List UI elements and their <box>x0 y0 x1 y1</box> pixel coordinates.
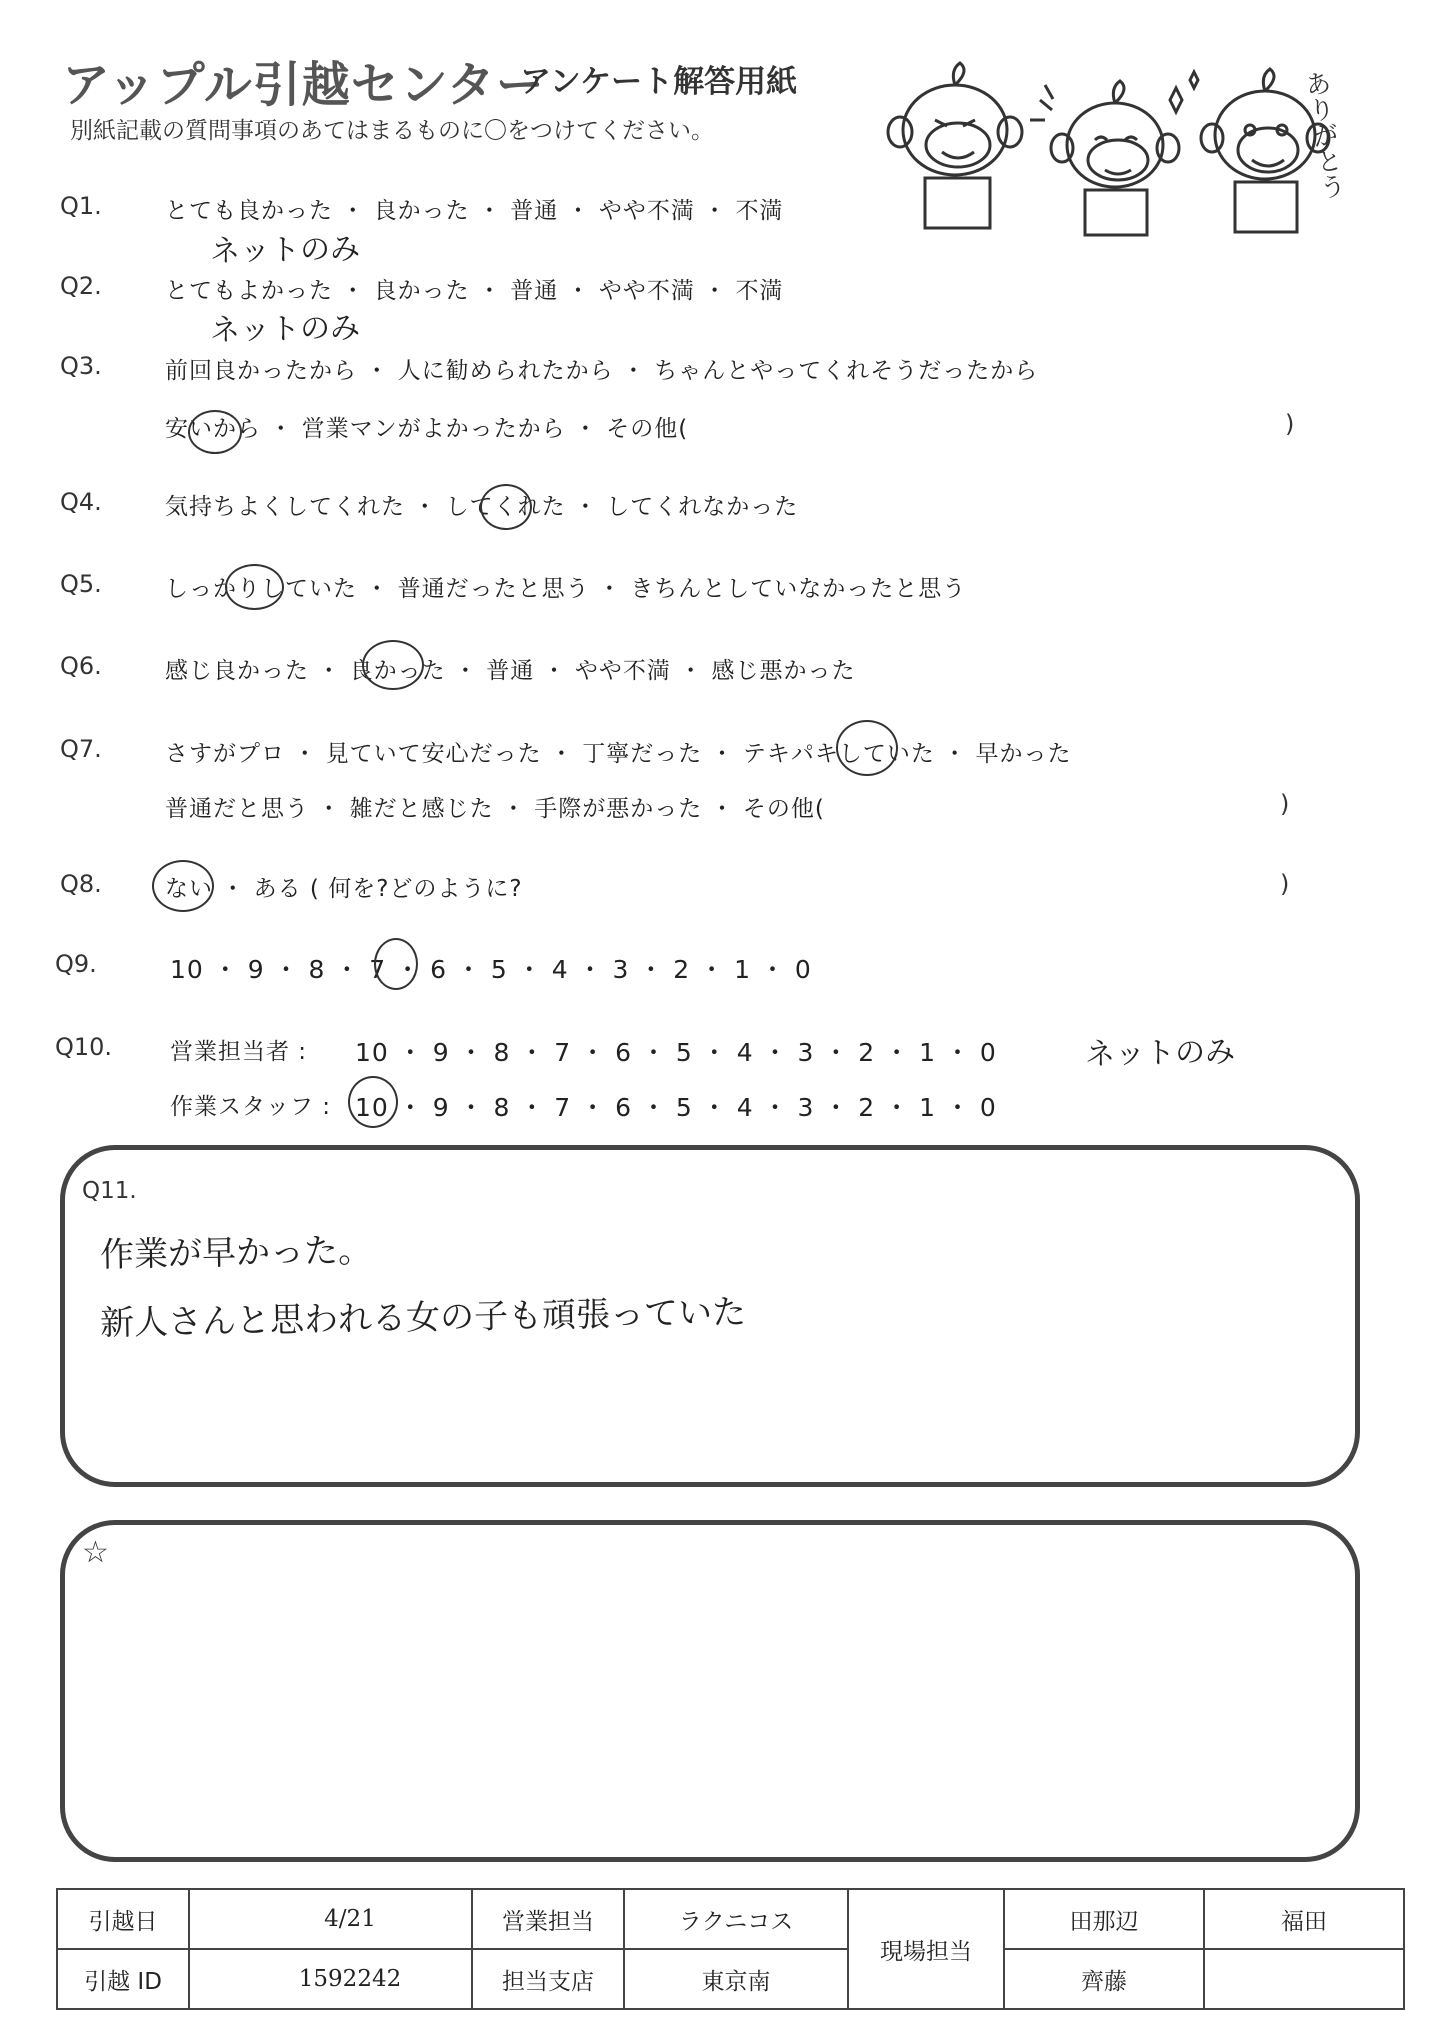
q10-staff-label: 作業スタッフ : <box>170 1094 332 1120</box>
q9-answer-circle <box>374 938 418 990</box>
q9-scale: 10 ・ 9 ・ 8 ・ 7 ・ 6 ・ 5 ・ 4 ・ 3 ・ 2 ・ 1 ・ 0 <box>170 955 812 984</box>
sales-rep-label: 営業担当 <box>472 1889 624 1949</box>
q10-sales-scale: 10 ・ 9 ・ 8 ・ 7 ・ 6 ・ 5 ・ 4 ・ 3 ・ 2 ・ 1 ・ 0 <box>355 1038 997 1067</box>
mascot-illustration <box>880 60 1350 240</box>
q10-handwritten-note: ネットのみ <box>1084 1034 1236 1073</box>
sales-rep-value: ラクニコス <box>624 1889 848 1949</box>
q2-label: Q2. <box>60 272 102 300</box>
q11-handwritten-line1: 作業が早かった。 <box>99 1230 373 1276</box>
move-date-label: 引越日 <box>57 1889 189 1949</box>
q2-handwritten-note: ネットのみ <box>209 310 361 349</box>
mascot-caption: ありがとう <box>1299 68 1347 202</box>
move-date-value: 4/21 <box>189 1889 472 1949</box>
q10-staff-scale: 10 ・ 9 ・ 8 ・ 7 ・ 6 ・ 5 ・ 4 ・ 3 ・ 2 ・ 1 ・ 0 <box>355 1093 997 1122</box>
q8-answer-circle <box>152 860 214 912</box>
q9-label: Q9. <box>55 950 97 978</box>
q10-sales-label: 営業担当者 : <box>170 1039 308 1065</box>
q8-label: Q8. <box>60 870 102 898</box>
q4-answer-circle <box>480 484 532 530</box>
site-lead-1: 田那辺 <box>1004 1889 1204 1949</box>
form-subtitle: アンケート解答用紙 <box>520 64 798 100</box>
move-id-label: 引越 ID <box>57 1949 189 2009</box>
site-lead-label: 現場担当 <box>848 1889 1004 2009</box>
q7-close-paren: ) <box>1280 790 1290 818</box>
q3-options-line1: 前回良かったから ・ 人に勧められたから ・ ちゃんとやってくれそうだったから <box>165 358 1039 384</box>
q11-label: Q11. <box>82 1178 137 1204</box>
q3-close-paren: ) <box>1285 410 1295 438</box>
q1-handwritten-note: ネットのみ <box>209 231 361 270</box>
q3-options-line2: 安いから ・ 営業マンがよかったから ・ その他( <box>165 416 689 442</box>
q6-answer-circle <box>362 640 424 690</box>
site-lead-empty <box>1204 1949 1404 2009</box>
site-lead-3: 齊藤 <box>1004 1949 1204 2009</box>
footer-info-table <box>56 1888 1405 2010</box>
q2-options: とてもよかった ・ 良かった ・ 普通 ・ やや不満 ・ 不満 <box>165 278 784 304</box>
branch-label: 担当支店 <box>472 1949 624 2009</box>
move-id-value: 1592242 <box>189 1949 472 2009</box>
q6-label: Q6. <box>60 652 102 680</box>
company-title: アップル引越センター <box>62 57 545 113</box>
branch-value: 東京南 <box>624 1949 848 2009</box>
q5-answer-circle <box>225 564 284 610</box>
q4-label: Q4. <box>60 488 102 516</box>
q3-label: Q3. <box>60 352 102 380</box>
q4-options: 気持ちよくしてくれた ・ してくれた ・ してくれなかった <box>165 494 799 520</box>
q10-staff-answer-circle <box>348 1076 398 1128</box>
q1-label: Q1. <box>60 192 102 220</box>
q11-handwritten-line2: 新人さんと思われる女の子も頑張っていた <box>99 1292 747 1344</box>
q3-answer-circle <box>188 410 242 454</box>
star-comment-box <box>60 1520 1360 1862</box>
q5-options: しっかりしていた ・ 普通だったと思う ・ きちんとしていなかったと思う <box>165 576 967 602</box>
star-label: ☆ <box>82 1535 109 1570</box>
q5-label: Q5. <box>60 570 102 598</box>
instruction-text: 別紙記載の質問事項のあてはまるものに〇をつけてください。 <box>70 118 714 144</box>
q7-label: Q7. <box>60 735 102 763</box>
q6-options: 感じ良かった ・ 良かった ・ 普通 ・ やや不満 ・ 感じ悪かった <box>165 658 856 684</box>
site-lead-2: 福田 <box>1204 1889 1404 1949</box>
q10-label: Q10. <box>55 1033 113 1061</box>
q8-close-paren: ) <box>1280 870 1290 898</box>
q1-options: とても良かった ・ 良かった ・ 普通 ・ やや不満 ・ 不満 <box>165 198 784 224</box>
q7-options-line1: さすがプロ ・ 見ていて安心だった ・ 丁寧だった ・ テキパキしていた ・ 早かった <box>165 741 1072 767</box>
q7-answer-circle <box>836 720 898 776</box>
q8-options: ない ・ ある ( 何を?どのように? <box>165 876 523 902</box>
q7-options-line2: 普通だと思う ・ 雑だと感じた ・ 手際が悪かった ・ その他( <box>165 796 825 822</box>
